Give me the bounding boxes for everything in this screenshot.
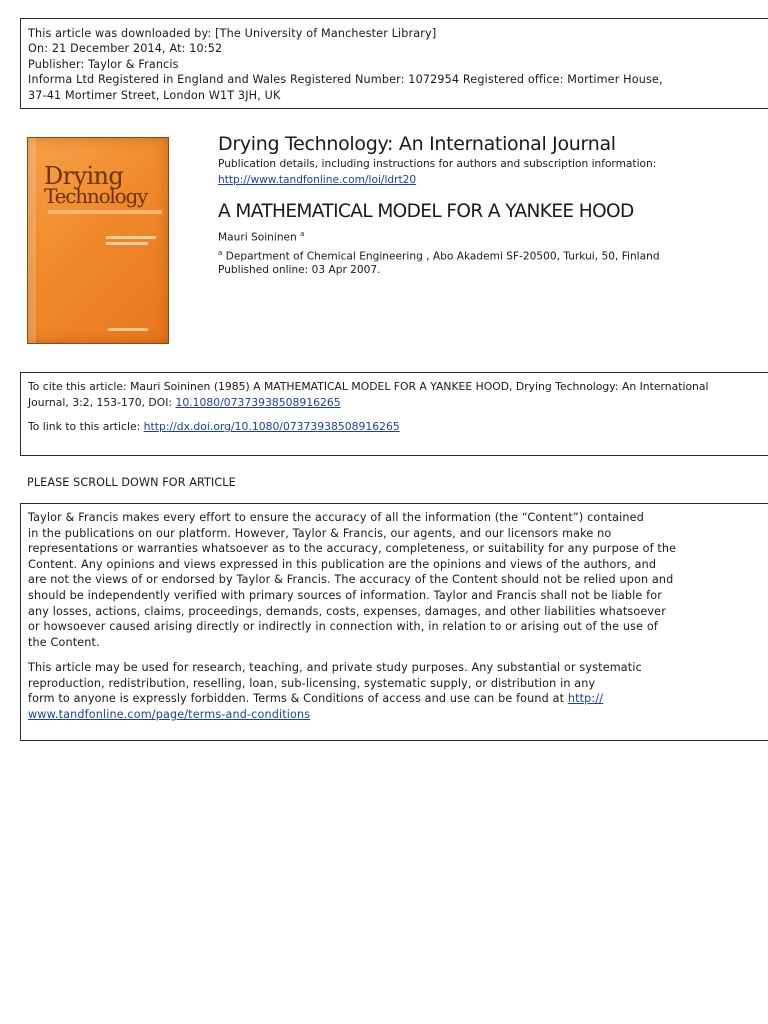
cover-decorative-text-bar — [106, 236, 156, 239]
cover-decorative-footer-bar — [108, 328, 148, 331]
article-doi-url-link[interactable]: http://dx.doi.org/10.1080/07373938508916265 — [143, 420, 400, 433]
doi-link[interactable]: 10.1080/07373938508916265 — [175, 396, 341, 409]
disclaimer-line: Taylor & Francis makes every effort to ensure the accuracy of all the information (the “Content”) contained — [28, 511, 644, 524]
author-affiliation-marker: a — [300, 230, 305, 238]
usage-terms-line — [28, 691, 642, 707]
affiliation-marker: a — [218, 249, 223, 257]
citation-line: To cite this article: Mauri Soininen (1985) A MATHEMATICAL MODEL FOR A YANKEE HOOD, Drying Technology: An International — [28, 380, 709, 393]
cover-title-line2: Technology — [44, 184, 148, 208]
disclaimer-line: in the publications on our platform. However, Taylor & Francis, our agents, and our licensors make no — [28, 526, 612, 540]
usage-terms-paragraph — [28, 660, 642, 722]
cover-decorative-strip — [48, 210, 162, 214]
disclaimer-box — [20, 503, 768, 741]
cover-title-line1: Drying — [44, 162, 124, 190]
download-notice-line: This article was downloaded by: [The University of Manchester Library] — [28, 27, 437, 40]
usage-terms-text: form to anyone is expressly forbidden. Terms & Conditions of access and use can be found at — [28, 692, 568, 706]
citation-prefix: Journal, 3:2, 153-170, DOI: — [28, 396, 176, 409]
article-link-label: To link to this article: — [28, 420, 144, 433]
disclaimer-line: representations or warranties whatsoever as to the accuracy, completeness, or suitability for any purpose of the — [28, 542, 677, 556]
journal-cover-image — [27, 137, 169, 344]
download-notice-line: On: 21 December 2014, At: 10:52 — [28, 42, 223, 56]
terms-link-part1[interactable]: http:// — [567, 692, 604, 706]
article-link-line — [28, 420, 400, 433]
download-notice-box — [20, 18, 768, 109]
disclaimer-line: should be independently verified with primary sources of information. Taylor and Francis shall not be liable for — [28, 588, 662, 602]
affiliation-text: Department of Chemical Engineering , Abo Akademi SF-20500, Turkui, 50, Finland — [222, 250, 660, 263]
usage-terms-line: reproduction, redistribution, reselling, loan, sub-licensing, systematic supply, or distribution in any — [28, 676, 596, 690]
download-notice-line: 37-41 Mortimer Street, London W1T 3JH, UK — [28, 88, 281, 102]
journal-title: Drying Technology: An International Journal — [218, 133, 616, 155]
cover-decorative-text-bar — [106, 242, 148, 245]
journal-url-link[interactable]: http://www.tandfonline.com/loi/ldrt20 — [218, 174, 417, 186]
download-notice-line: Informa Ltd Registered in England and Wales Registered Number: 1072954 Registered office: Mortimer House, — [28, 73, 663, 87]
citation-text — [28, 379, 709, 411]
citation-box — [20, 372, 768, 456]
download-notice-line: Publisher: Taylor & Francis — [28, 57, 179, 71]
disclaimer-line: any losses, actions, claims, proceedings, demands, costs, expenses, damages, and other liabilities whatsoever — [28, 604, 666, 618]
article-title: A MATHEMATICAL MODEL FOR A YANKEE HOOD — [218, 201, 634, 222]
affiliation-line — [218, 249, 660, 263]
author-name: Mauri Soininen — [218, 231, 297, 244]
cover-spine-band — [28, 138, 36, 343]
disclaimer-line: the Content. — [28, 635, 100, 649]
author-line — [218, 230, 304, 244]
disclaimer-line: are not the views of or endorsed by Taylor & Francis. The accuracy of the Content should not be relied upon and — [28, 573, 674, 587]
disclaimer-line: Content. Any opinions and views expressed in this publication are the opinions and views of the authors, and — [28, 557, 657, 571]
usage-terms-line: This article may be used for research, teaching, and private study purposes. Any substantial or systematic — [28, 661, 642, 674]
publication-details: Publication details, including instructions for authors and subscription information: — [218, 158, 657, 170]
disclaimer-line: or howsoever caused arising directly or indirectly in connection with, in relation to or arising out of the use of — [28, 620, 658, 634]
terms-link-part2[interactable]: www.tandfonline.com/page/terms-and-conditions — [28, 707, 311, 721]
published-date: Published online: 03 Apr 2007. — [218, 264, 381, 276]
disclaimer-paragraph — [28, 510, 676, 650]
citation-line — [28, 395, 709, 411]
download-notice-text — [28, 26, 663, 103]
scroll-notice: PLEASE SCROLL DOWN FOR ARTICLE — [27, 476, 236, 489]
usage-terms-line — [28, 707, 642, 723]
